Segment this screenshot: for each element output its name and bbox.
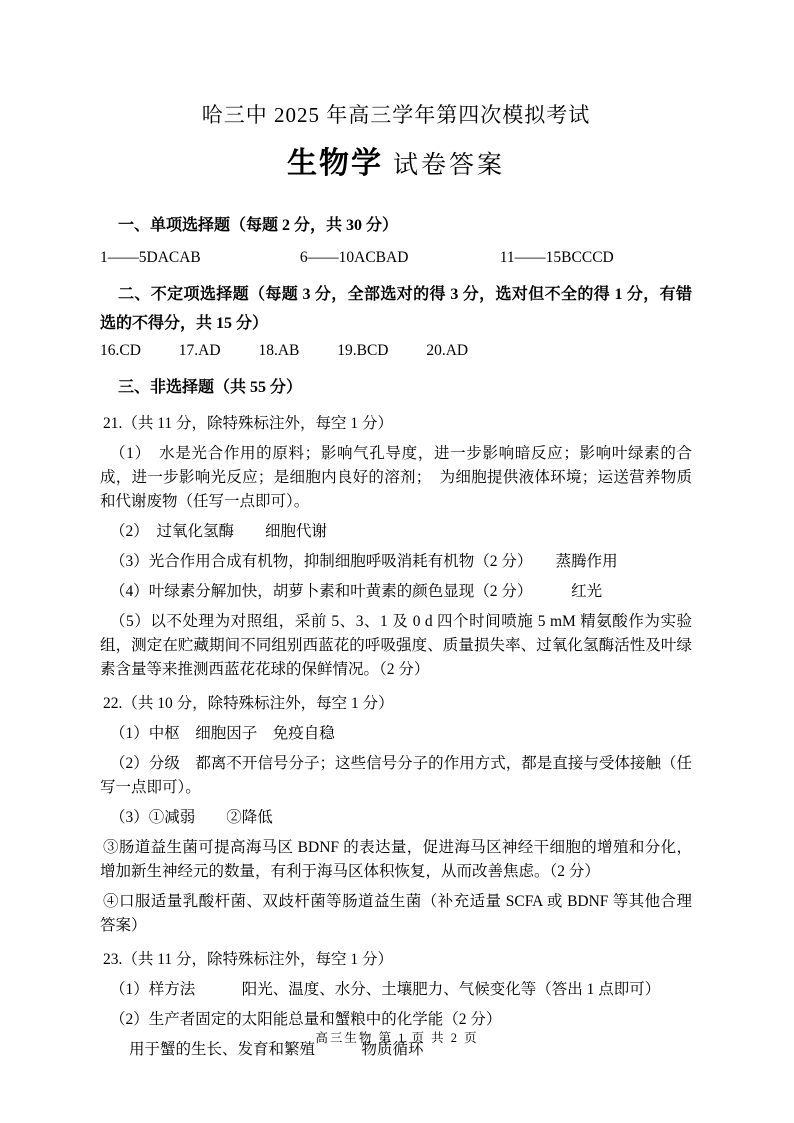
answer-20: 20.AD xyxy=(426,342,469,359)
question-21-answer-1: （1） 水是光合作用的原料；影响气孔导度，进一步影响暗反应；影响叶绿素的合成，进一步影响光反应；是细胞内良好的溶剂； 为细胞提供液体环境；运送营养物质和代谢废物（任写一点即可）。 xyxy=(100,445,692,510)
answer-16: 16.CD xyxy=(100,342,141,359)
question-21-answer-2: （2） 过氧化氢酶 细胞代谢 xyxy=(110,523,328,540)
question-22-answer-1: （1）中枢 细胞因子 免疫自稳 xyxy=(110,725,335,742)
answer-19: 19.BCD xyxy=(337,342,389,359)
answer-18: 18.AB xyxy=(258,342,300,359)
question-21-answer-4: （4）叶绿素分解加快，胡萝卜素和叶黄素的颜色显现（2 分） 红光 xyxy=(110,583,603,600)
question-22-title: 22.（共 10 分，除特殊标注外，每空 1 分） xyxy=(103,695,394,712)
answer-range-11-15: 11——15BCCCD xyxy=(499,249,614,266)
question-23-title: 23.（共 11 分，除特殊标注外，每空 1 分） xyxy=(103,951,394,968)
section-2-answer-row xyxy=(100,339,692,363)
question-23-answer-1: （1）样方法 阳光、温度、水分、土壤肥力、气候变化等（答出 1 点即可） xyxy=(110,981,661,998)
paper-type-label: 试卷答案 xyxy=(392,152,505,179)
subject-name: 生物学 xyxy=(286,147,383,180)
question-21-answer-5: （5）以不处理为对照组，采前 5、3、1 及 0 d 四个时间喷施 5 mM 精氨酸作为实验组，测定在贮藏期间不同组别西蓝花的呼吸强度、质量损失率、过氧化氢酶活性及叶绿素含量等来推测西蓝花花球的保鲜情况。（2 分） xyxy=(100,613,692,678)
document-content xyxy=(100,100,692,1062)
answer-range-6-10: 6——10ACBAD xyxy=(299,249,409,266)
question-22-answer-2: （2）分级 都离不开信号分子；这些信号分子的作用方式，都是直接与受体接触（任写一点即可）。 xyxy=(100,755,692,796)
question-22-answer-3: （3）①减弱 ②降低 xyxy=(110,809,273,826)
question-21-title: 21.（共 11 分，除特殊标注外，每空 1 分） xyxy=(103,415,394,432)
question-23-answer-3: 用于蟹的生长、发育和繁殖 物质循环 xyxy=(129,1041,424,1058)
section-3-heading: 三、非选择题（共 55 分） xyxy=(118,379,303,396)
answer-17: 17.AD xyxy=(178,342,221,359)
question-22-answer-5: ④口服适量乳酸杆菌、双歧杆菌等肠道益生菌（补充适量 SCFA 或 BDNF 等其他合理答案） xyxy=(100,893,692,934)
question-21-answer-3: （3）光合作用合成有机物，抑制细胞呼吸消耗有机物（2 分） 蒸腾作用 xyxy=(110,553,618,570)
question-23-answer-2: （2）生产者固定的太阳能总量和蟹粮中的化学能（2 分） xyxy=(110,1011,502,1028)
section-2-heading: 二、不定项选择题（每题 3 分，全部选对的得 3 分，选对但不全的得 1 分，有错选的不得分，共 15 分） xyxy=(100,286,692,332)
section-1-heading: 一、单项选择题（每题 2 分，共 30 分） xyxy=(118,217,399,234)
question-22-answer-4: ③肠道益生菌可提高海马区 BDNF 的表达量，促进海马区神经干细胞的增殖和分化，增加新生神经元的数量，有利于海马区体积恢复，从而改善焦虑。（2 分） xyxy=(100,839,692,880)
exam-title: 哈三中 2025 年高三学年第四次模拟考试 xyxy=(201,103,591,127)
answer-range-1-5: 1——5DACAB xyxy=(100,249,201,266)
section-1-answer-row xyxy=(100,246,692,270)
page-footer: 高三生物 第 1 页 共 2 页 xyxy=(315,1031,479,1045)
subject-line xyxy=(100,144,692,189)
